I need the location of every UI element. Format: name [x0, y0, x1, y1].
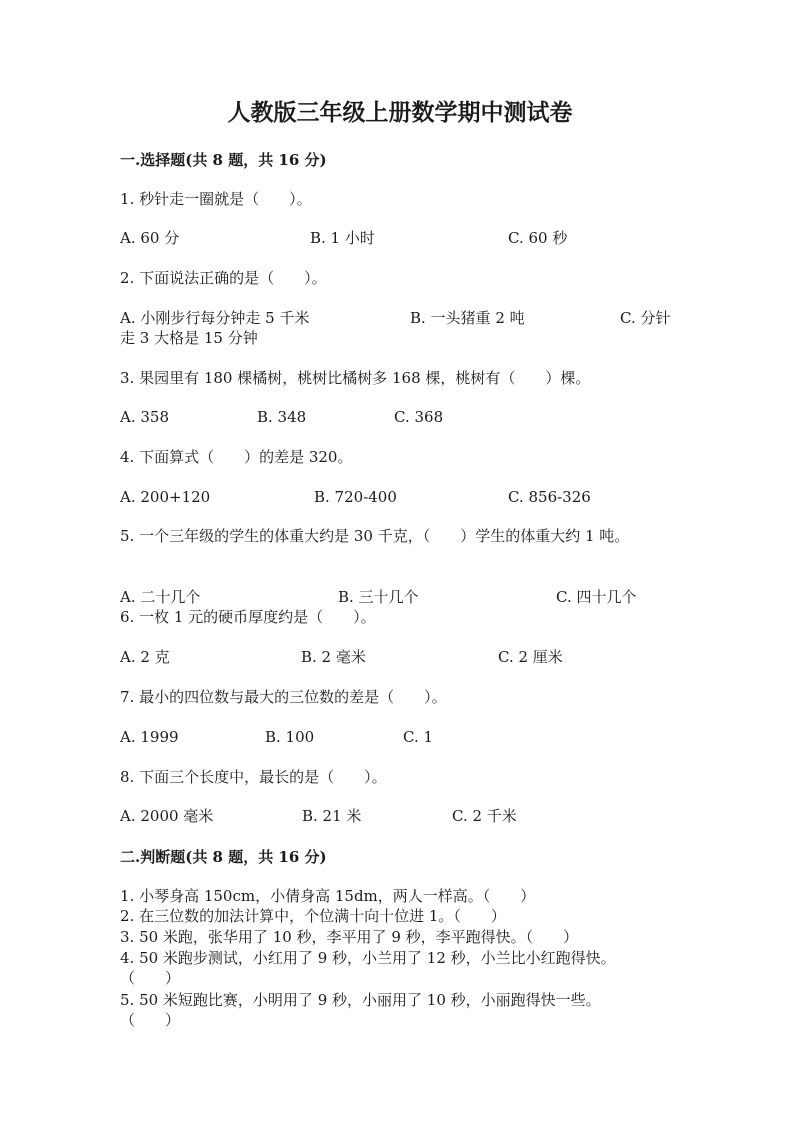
q6-option-c: C. 2 厘米 [498, 648, 563, 666]
judgement-5-blank: （ ） [120, 1011, 181, 1029]
q3-option-c: C. 368 [394, 408, 444, 426]
q3-option-a: A. 358 [120, 408, 169, 426]
judgement-2: 2. 在三位数的加法计算中，个位满十向十位进 1。（ ） [120, 907, 506, 925]
q1-option-b: B. 1 小时 [310, 229, 375, 247]
q2-option-c: C. 分针 [620, 309, 671, 327]
q3-option-b: B. 348 [257, 408, 307, 426]
q4-option-b: B. 720-400 [314, 488, 397, 506]
q2-option-b: B. 一头猪重 2 吨 [410, 309, 525, 327]
page-title: 人教版三年级上册数学期中测试卷 [227, 99, 573, 126]
judgement-5: 5. 50 米短跑比赛，小明用了 9 秒，小丽用了 10 秒，小丽跑得快一些。 [120, 991, 601, 1009]
q5-option-b: B. 三十几个 [338, 588, 419, 606]
judgement-1: 1. 小琴身高 150cm，小倩身高 15dm，两人一样高。（ ） [120, 887, 536, 905]
q4-option-c: C. 856-326 [508, 488, 591, 506]
question-3: 3. 果园里有 180 棵橘树，桃树比橘树多 168 棵，桃树有（ ）棵。 [120, 369, 591, 387]
q5-option-a: A. 二十几个 [120, 588, 201, 606]
q2-option-a: A. 小刚步行每分钟走 5 千米 [120, 309, 310, 327]
question-2: 2. 下面说法正确的是（ ）。 [120, 269, 327, 287]
q4-option-a: A. 200+120 [120, 488, 211, 506]
q6-option-b: B. 2 毫米 [301, 648, 366, 666]
section-heading-choice: 一.选择题(共 8 题，共 16 分) [120, 151, 327, 169]
q5-option-c: C. 四十几个 [556, 588, 637, 606]
q6-option-a: A. 2 克 [120, 648, 170, 666]
q8-option-c: C. 2 千米 [452, 807, 517, 825]
q1-option-a: A. 60 分 [120, 229, 180, 247]
judgement-4: 4. 50 米跑步测试，小红用了 9 秒，小兰用了 12 秒，小兰比小红跑得快。 [120, 949, 616, 967]
q7-option-a: A. 1999 [120, 728, 179, 746]
judgement-4-blank: （ ） [120, 969, 181, 987]
q8-option-b: B. 21 米 [302, 807, 362, 825]
question-5: 5. 一个三年级的学生的体重大约是 30 千克，（ ）学生的体重大约 1 吨。 [120, 527, 630, 545]
q7-option-c: C. 1 [403, 728, 434, 746]
q7-option-b: B. 100 [265, 728, 315, 746]
question-1: 1. 秒针走一圈就是（ ）。 [120, 190, 312, 208]
q8-option-a: A. 2000 毫米 [120, 807, 214, 825]
question-8: 8. 下面三个长度中，最长的是（ ）。 [120, 768, 387, 786]
judgement-3: 3. 50 米跑，张华用了 10 秒，李平用了 9 秒，李平跑得快。（ ） [120, 928, 579, 946]
question-4: 4. 下面算式（ ）的差是 320。 [120, 448, 353, 466]
section-heading-judgement: 二.判断题(共 8 题，共 16 分) [120, 848, 327, 866]
q1-option-c: C. 60 秒 [508, 229, 568, 247]
question-7: 7. 最小的四位数与最大的三位数的差是（ ）。 [120, 688, 447, 706]
question-6: 6. 一枚 1 元的硬币厚度约是（ ）。 [120, 608, 376, 626]
q2-option-c-continued: 走 3 大格是 15 分钟 [120, 329, 258, 347]
